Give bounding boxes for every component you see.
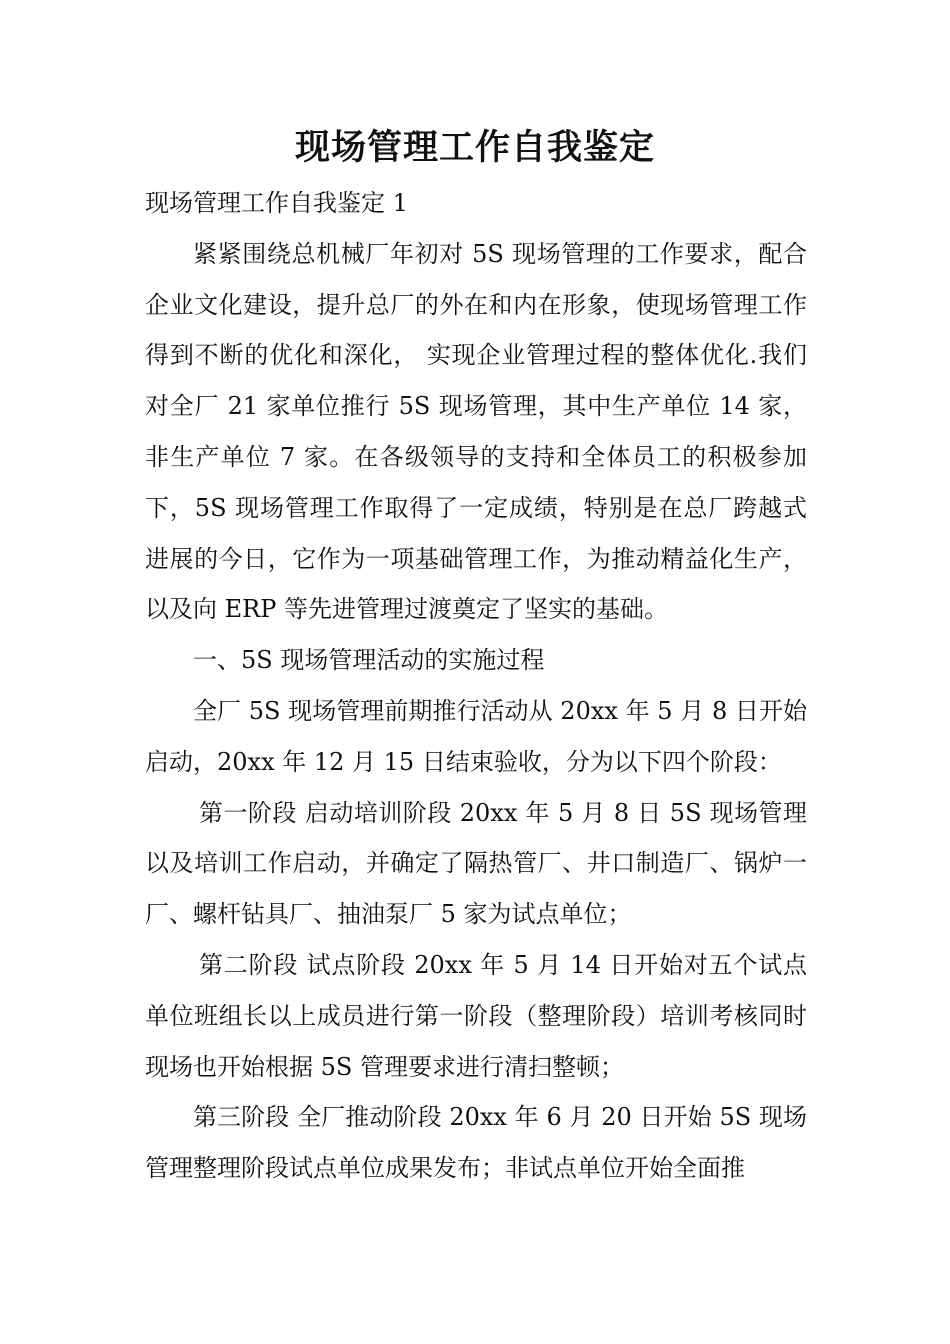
document-body [145, 178, 807, 1194]
paragraph-process: 全厂 5S 现场管理前期推行活动从 20xx 年 5 月 8 日开始启动，20xx 年 12 月 15 日结束验收，分为以下四个阶段： [145, 696, 807, 776]
paragraph-stage-1: 第一阶段 启动培训阶段 20xx 年 5 月 8 日 5S 现场管理以及培训工作启动，并确定了隔热管厂、井口制造厂、锅炉一厂、螺杆钻具厂、抽油泵厂 5 家为试点单位； [145, 798, 807, 929]
section-heading: 一、5S 现场管理活动的实施过程 [193, 646, 545, 675]
section-subtitle: 现场管理工作自我鉴定 1 [145, 189, 408, 217]
paragraph-stage-2: 第二阶段 试点阶段 20xx 年 5 月 14 日开始对五个试点单位班组长以上成员进行第一阶段（整理阶段）培训考核同时现场也开始根据 5S 管理要求进行清扫整顿； [145, 950, 807, 1081]
paragraph-intro: 紧紧围绕总机械厂年初对 5S 现场管理的工作要求，配合企业文化建设，提升总厂的外在和内在形象，使现场管理工作得到不断的优化和深化， 实现企业管理过程的整体优化.我们对全厂 21 家单位推行 5S 现场管理，其中生产单位 14 家，非生产单位 7 家。在各级领导的支持和全体员工的积极参加下，5S 现场管理工作取得了一定成绩，特别是在总厂跨越式进展的今日，它作为一项基础管理工作，为推动精益化生产，以及向 ERP 等先进管理过渡奠定了坚实的基础。 [145, 239, 807, 624]
paragraph-stage-3: 第三阶段 全厂推动阶段 20xx 年 6 月 20 日开始 5S 现场管理整理阶段试点单位成果发布；非试点单位开始全面推 [145, 1103, 807, 1183]
document-title: 现场管理工作自我鉴定 [294, 127, 655, 168]
